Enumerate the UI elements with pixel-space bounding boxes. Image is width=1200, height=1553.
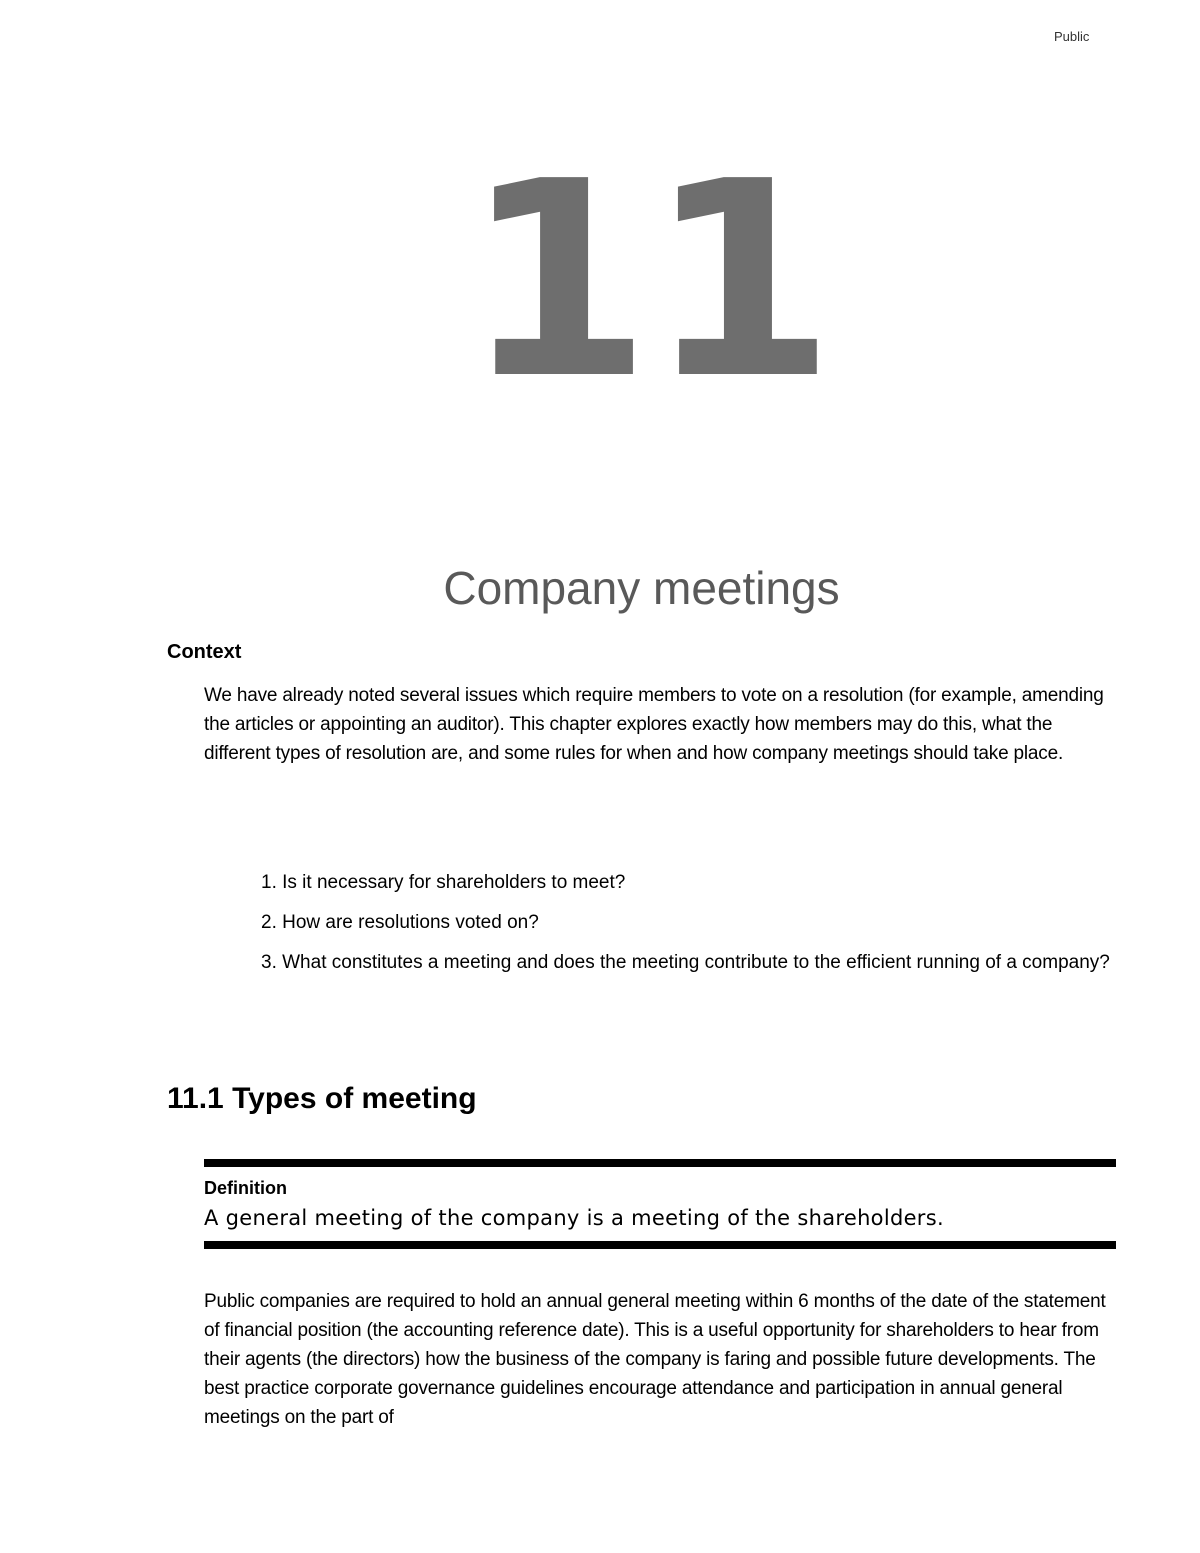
definition-text: A general meeting of the company is a meeting of the shareholders. xyxy=(204,1206,944,1230)
context-heading: Context xyxy=(167,641,242,663)
question-item: 3. What constitutes a meeting and does the meeting contribute to the efficient running of a company? xyxy=(261,952,1110,973)
classification-label: Public xyxy=(1054,29,1090,44)
context-paragraph: We have already noted several issues which require members to vote on a resolution (for example, amending the articles or appointing an auditor). This chapter explores exactly how members may do this, what the different types of resolution are, and some rules for when and how company meetings should take place. xyxy=(204,685,1104,764)
definition-box xyxy=(204,1159,1116,1249)
question-item: 2. How are resolutions voted on? xyxy=(261,912,539,933)
body-paragraph: Public companies are required to hold an annual general meeting within 6 months of the date of the statement of financial position (the accounting reference date). This is a useful opportunity for shareholders to hear from their agents (the directors) how the business of the company is faring and possible future developments. The best practice corporate governance guidelines encourage attendance and participation in annual general meetings on the part of xyxy=(204,1291,1106,1428)
question-list xyxy=(261,868,1119,988)
definition-label: Definition xyxy=(204,1178,287,1198)
question-item: 1. Is it necessary for shareholders to meet? xyxy=(261,872,626,893)
section-heading: 11.1 Types of meeting xyxy=(167,1082,477,1115)
chapter-number: 11 xyxy=(463,123,832,438)
chapter-title: Company meetings xyxy=(443,562,840,614)
